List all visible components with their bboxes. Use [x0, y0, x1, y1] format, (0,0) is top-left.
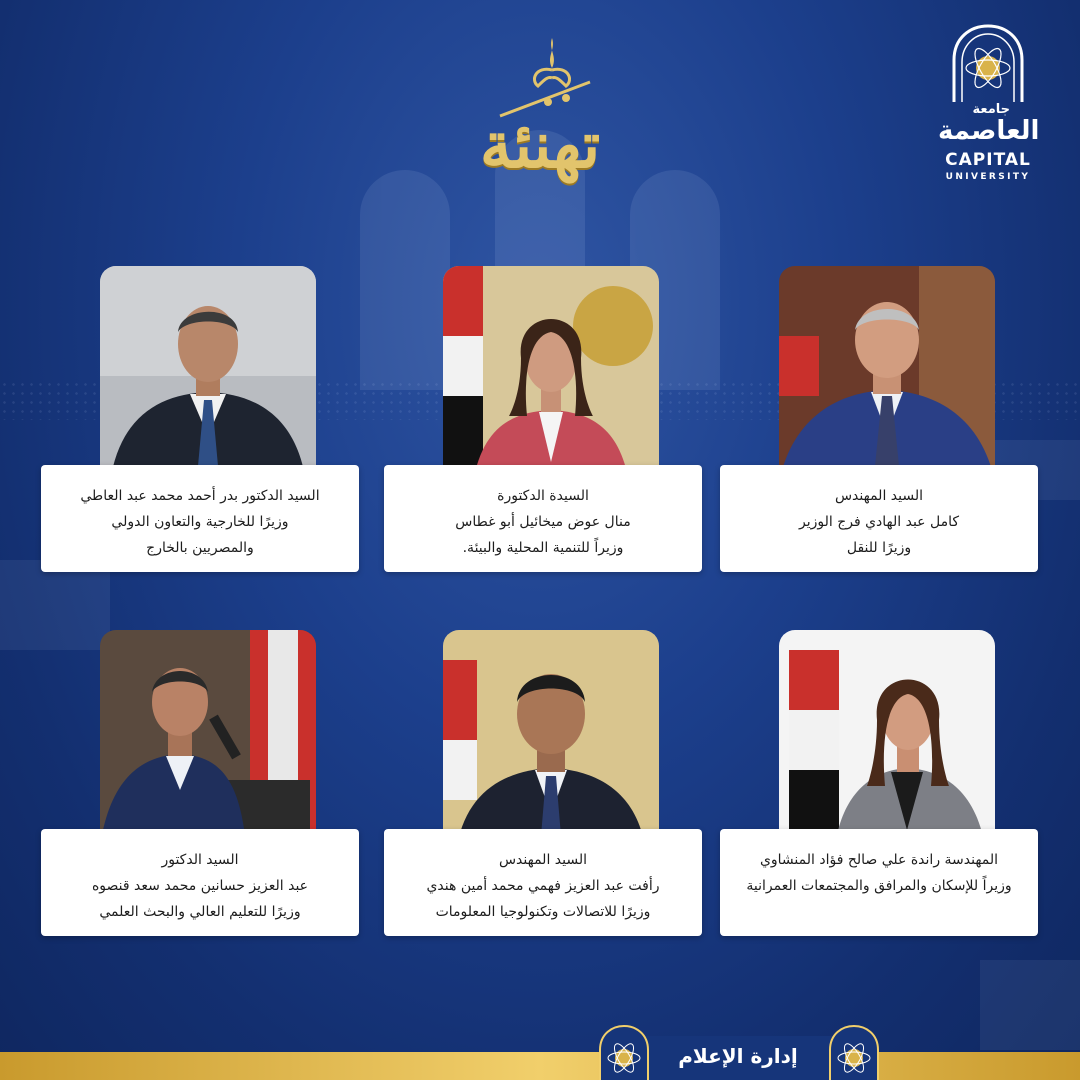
caption-line: السيد الدكتور بدر أحمد محمد عبد العاطي [80, 488, 320, 504]
caption-line: عبد العزيز حسانين محمد سعد قنصوه [91, 878, 309, 894]
caption-line: وزيرًا للاتصالات وتكنولوجيا المعلومات [435, 904, 651, 920]
logo-english-line2: UNIVERSITY [945, 172, 1031, 182]
caption-line: وزيرًا للتعليم العالي والبحث العلمي [99, 904, 301, 920]
logo-arabic-line2: العاصمة [938, 116, 1040, 146]
caption-line: السيد الدكتور [161, 852, 239, 868]
caption-line: رأفت عبد العزيز فهمي محمد أمين هندي [426, 878, 660, 894]
footer-label: إدارة الإعلام [678, 1044, 798, 1068]
logo-english-line1: CAPITAL [945, 150, 1031, 170]
caption-line: وزيراً للإسكان والمرافق والمجتمعات العمرانية [746, 878, 1012, 894]
caption-line: كامل عبد الهادي فرج الوزير [798, 514, 960, 530]
portrait-photo [443, 630, 659, 846]
minister-caption [384, 829, 702, 936]
minister-caption [41, 829, 359, 936]
portrait-photo [779, 266, 995, 482]
minister-card [384, 630, 702, 936]
logo-arabic-line1: جامعة [972, 102, 1010, 117]
caption-line: السيد المهندس [498, 852, 588, 868]
caption-line: المهندسة راندة علي صالح فؤاد المنشاوي [759, 852, 999, 868]
portrait-photo [779, 630, 995, 846]
portrait-photo [443, 266, 659, 482]
university-logo [938, 24, 1038, 184]
minister-caption [41, 465, 359, 572]
caption-line: وزيرًا للخارجية والتعاون الدولي [111, 514, 289, 530]
caption-line: السيد المهندس [834, 488, 924, 504]
fleur-ornament-icon [440, 30, 640, 120]
minister-card [720, 630, 1038, 936]
caption-line: السيدة الدكتورة [497, 488, 589, 504]
minister-card [41, 266, 359, 572]
minister-caption [384, 465, 702, 572]
portrait-photo [100, 266, 316, 482]
footer-gold-bar [0, 1052, 1080, 1080]
title-block [440, 30, 640, 200]
bg-tile [980, 960, 1080, 1050]
caption-line: والمصريين بالخارج [146, 540, 254, 556]
atom-globe-icon [950, 24, 1026, 102]
portrait-photo [100, 630, 316, 846]
page-title: تهنئة [479, 108, 601, 183]
minister-card [384, 266, 702, 572]
minister-card [41, 630, 359, 936]
minister-caption [720, 465, 1038, 572]
atom-globe-icon [598, 1024, 650, 1080]
caption-line: منال عوض ميخائيل أبو غطاس [455, 514, 631, 530]
caption-line: وزيرًا للنقل [846, 540, 912, 556]
atom-globe-icon [828, 1024, 880, 1080]
minister-caption [720, 829, 1038, 936]
minister-card [720, 266, 1038, 572]
caption-line: وزيراً للتنمية المحلية والبيئة. [462, 540, 624, 556]
